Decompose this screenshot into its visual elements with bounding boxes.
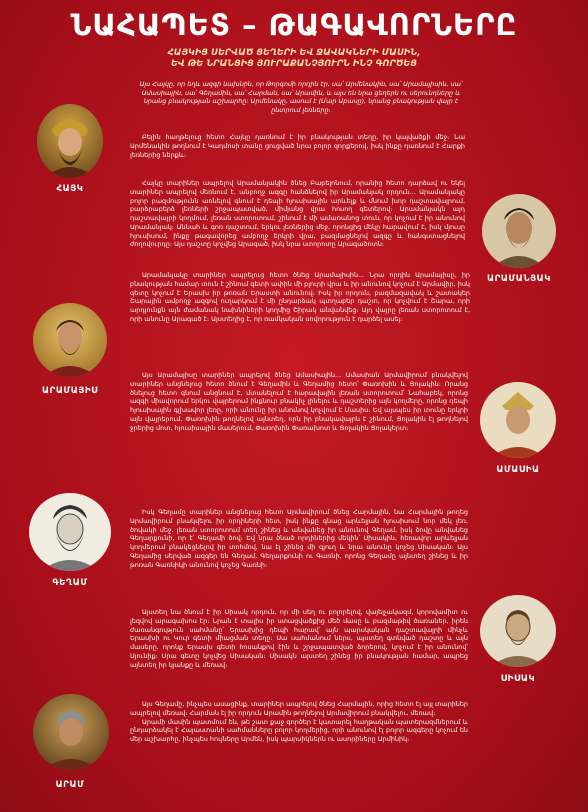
portrait-caption-gegham: ԳԵՂԱՄ (52, 578, 88, 588)
text-section-aramanyak (130, 179, 465, 267)
portrait-caption-sisak: ՍԻՍԱԿ (500, 674, 536, 684)
portrait-caption-aramanyak: ԱՐԱՄԱՆՅԱԿ (487, 274, 551, 284)
hayk-portrait-icon (37, 104, 103, 178)
paragraph: Արամի մասին պատմում են, թե շատ քաջ գործեր է կատարել հաղթական պատերազմներում և ընդարձակել է Հայաստանի սահմանները բոլոր կողմերից, որի անունով էլ բոլոր ազգերը կոչում են մեր աշխարհը, ինչպես հույները Արմեն, իսկ պարսիկներն ու ասորիները Արմինիկ։ (130, 717, 468, 743)
portrait-caption-amasia: ԱՄԱՍԻԱ (496, 465, 540, 475)
paragraph: Բելին հաղթելուց հետո Հայկը դառնում է իր բնակության տեղը, իր կալվածքի մեջ։ Նա Արմենակին թողնում է Կադմոսի տանը ցուցված նրա բոլոր զորքերով, իսկ ինքը դառնում է Հարքի լեռներից ներքև։ (130, 133, 465, 159)
aramayis-portrait-icon (33, 303, 107, 377)
aram-portrait-icon (33, 694, 109, 770)
paragraph: Այս Գեղամը, ինչպես ասացինք, տարիներ ապրելով ծնեց Հարմային, որից հետո էլ այլ տարիներ ապրելով մեռավ։ Հարման էլ իր որդուն Արամին թողնելով Արմավիրում բնակվելու, մեռավ։ (130, 700, 468, 717)
amasia-portrait-icon (480, 382, 556, 458)
portrait-caption-aram: ԱՐԱՄ (55, 780, 85, 790)
page-title: ՆԱՀԱՊԵՏ – ԹԱԳԱՎՈՐՆԵՐԸ (70, 8, 518, 42)
intro-text: Այս Հայկը, որ եղև ազգի նախնին, որ Թորգոմի որդին էր, սա՝ Արմենակին, սա՝ Արամայիսին, սա՝ Ամասիային, սա՝ Գեղամին, սա՝ Հարման, սա՝ Արամին, և այս են նրա ցեղերն ու սերունդները և նրանց բնակության աշխարհը: Արմենակը, ասում է (Մար Աբասը), նրանց բնակության վայր է ընտրում լեռները։ (139, 80, 463, 115)
text-section-sisak (130, 608, 468, 694)
portrait-caption-aramayis: ԱՐԱՄԱՅԻՍ (41, 386, 99, 396)
portrait-caption-hayk: ՀԱՅԿ (56, 184, 84, 194)
paragraph: Արամանյակը տարիներ ապրելուց հետո ծնեց Արամայիսին... Նրա որդին Արամայիսը, իր բնակության համար տուն է շինում գետի ափին մի բլուրի վրա և իր անունով կոչում է Արմավիր, իսկ գետը կոչում է Երասխ իր թոռան Երաստի անունով։ Իսկ իր որդուն, բազմազավակ և շատակեր Շարային ամբողջ ազգով ուղարկում է մի ընդարձակ պտղաբեր դաշտ, որ կոչվում է Շարա, որի արդյունքն այն ժամանակ նախնիների կողմից Շիրակ անվանվեց։ Այդ վայրը լեռան ստորոտում է, որի անունը Արագած է։ Այստեղից է, որ ռամկական սովորություն է դարձել ասել։ (130, 271, 470, 323)
page-subtitle: ՀԱՅԿԻՑ ՍԵՐՎԱԾ ՑԵՂԵՐԻ ԵՎ ՋԱՎԱԿՆԵՐԻ ՄԱՍԻՆ, ԵՎ ԹԵ ՆՐԱՆՑԻՑ ՅՈՒՐԱՔԱՆՉՅՈՒՐՆ ԻՆՉ ԳՈՐԾԵՑ (167, 48, 421, 69)
text-section-hayk (130, 133, 465, 175)
text-section-aram (130, 700, 468, 806)
text-section-gegham (130, 508, 468, 604)
gegham-portrait-icon (29, 493, 111, 571)
paragraph: Հայկը տարիներ ապրելով Արամանյակին ծնեց Բաբելոնում, որանից հետո դարձավ ու եկել տարիներ ապրելով մեռնում է, անբողջ ազգը հանձնելով իր Արամանյակ որդուն... Արամանյակը բոլոր բազմությունն առնելով գնում է դեպի հյուսիսային արևելք և մնում խոր դաշտավայրում, բարձրաբերձ լեռների շրջապատված, միմյանց վրա հոսող գետերով։ Արամանյակն այդ դաշտավայրի կողմում, լեռան ստորոտում, շինում է մի ամառանոց տուն, որ կոչում է իր անունով Արամանյակ։ Աննահ և գոռ դաշտում, երկու լեռներից մեջ, որոնցից մեկը հարավում է, իսկ մյուսը հյուսիսում, ինքը թագավորեց ամբողջ երկրի վրա, բազմացնելով ազգը և հանգստացնելով ժողովուրդը։ Այս դաշտը կոչվեց Արագած, իսկ նրա ստորոտը Արագածոտն։ (130, 179, 465, 249)
text-section-amasia (130, 371, 468, 503)
paragraph: Այս Արամայիսը տարիներ ապրելով ծնեց Ամասիային... Ամասիան Արմավիրում բնակվելով տարիներ անցնելուց հետո ծնում է Գեղամին և Գեղամից հետո՝ Փառոխին և Ցոլակին։ Որանց ծնելուց հետո գնում անցնում է, մտանելում է հարավային լեռան ստորոտում՝ Նահաբեկ, որոնց ազգի միավորում երկու վայրերում ինքնուր բնակիչ լինելու և դաշտերից այն կողմերը, որոնց դեպի հյուսիսային գլխավոր լեռը, որի անունը իր անունով կոչվում է Մասիս։ Եվ այսպես իր տունը երկրի այն վայրերում, Փառոխին թողնելով այնտեղ, որն իր բնակավայրն է շինում, Ցոլակին էլ թողնելով ջրերից մոտ, հյուսիսային մասերում, Փառոխին Փառախոտ և Ցոլակին Ցոլակերտ։ (130, 371, 468, 432)
paragraph: Իսկ Գեղամը տարիներ անցնելուց հետո Արմավիրում ծնեց Հարմային, նա Հարմային թողեց Արմավիրում բնակվելու իր որդիների հետ, իսկ ինքը գնաց արևելյան հյուսիսում նոր մեկ լեռ, ծովակի մեջ. լեռան ստորոտում տեղ շինեց և անվանեց իր անունով Գեղամ, իսկ ծովը անվանեց Գեղարքունի, որ է՝ Գեղամի ծով։ Եվ նրա ծնած որդիներից մեկին՝ Սիսակին, հեռավոր արևելյան կողմերում բնակեցնելով իր տոհմով, նա էլ շինեց մի գյուղ և նրա անունը կոչեց Սիսական։ Այս Գեղամից սերված ազգեր են Գեղամ, Գեղարքունի ու Գառնի, որոնց Գեղամը այնտեղ շինեց և իր թոռան Գառնիկի անունով կոչեց Գառնի։ (130, 508, 468, 569)
text-section-aramayis (130, 271, 470, 367)
aramanyak-portrait-icon (482, 194, 556, 268)
sisak-portrait-icon (480, 595, 556, 667)
paragraph: Այստեղ նա ծնում է իր Սիսակ որդուն, որ մի սեղ ու բոլորելով, վայելչակազմ, կորովամիտ ու լեզվով արագախոս էր։ Նրան է տալիս իր ստացվածքից մեծ մասը և բազմաթիվ ծառաներ, իրեն ժառանգություն սահմանը՝ Երասխից դեպի հարավ՝ այն պարսկական դաշտավայրի մինչև Երասխի ու Կուր գետի միացման տեղը։ Սա սահմանում ներս, այստեղ գտնված դաշտը և այն մասերը, որոնք Երասխ գետի հոսանքով էին և շրջապատված ձորերով, կոչում է իր անունով՝ Սյունիք։ Սրա գետը կոչվեց Սիսական։ Սիսակն այստեղ շինեց իր բնակության համար, ապրեց այնտեղ իր կյանքը և մեռավ։ (130, 608, 468, 669)
